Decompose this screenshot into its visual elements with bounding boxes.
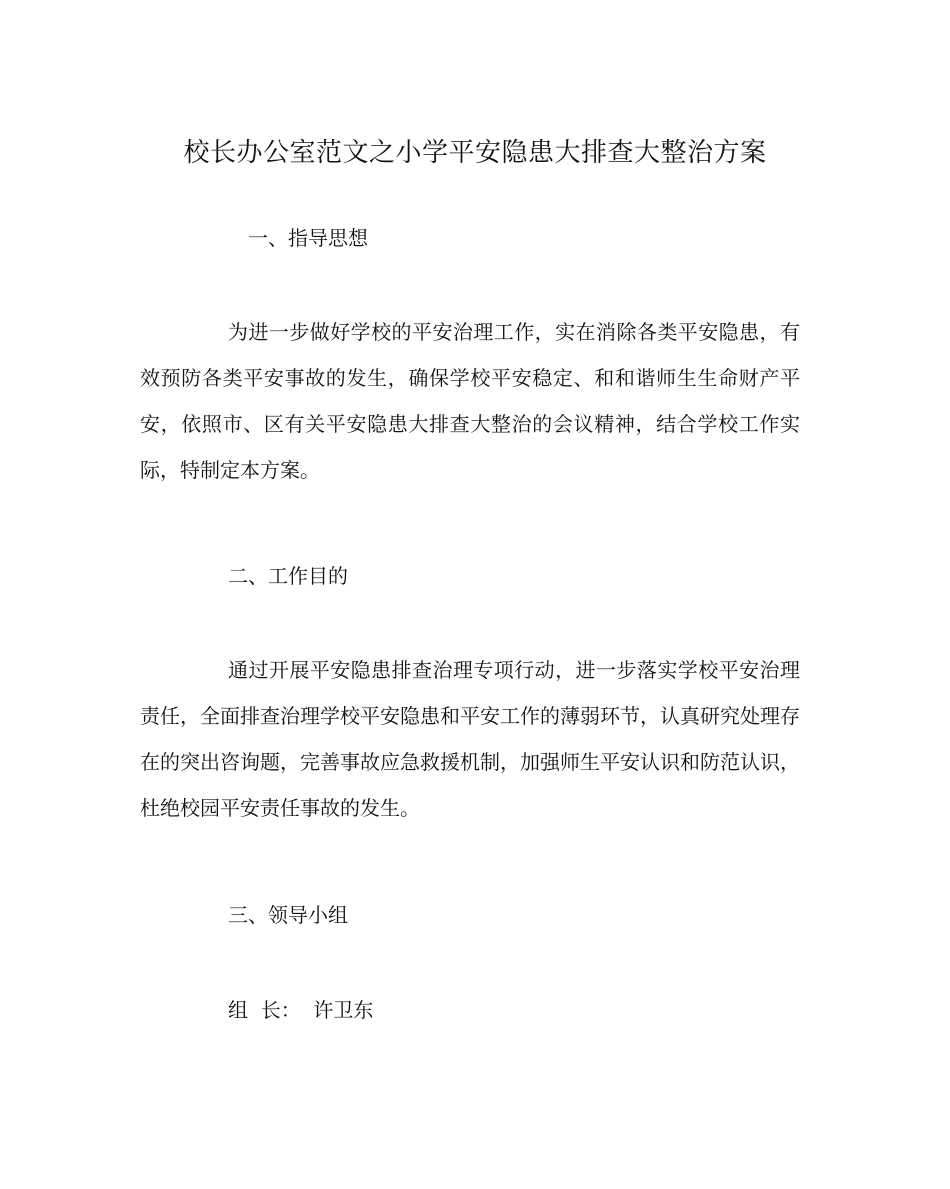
section-body-guiding-ideology: 为进一步做好学校的平安治理工作，实在消除各类平安隐患，有效预防各类平安事故的发生，确保学校平安稳定、和和谐师生生命财产平安，依照市、区有关平安隐患大排查大整治的会议精神，结合学校工作实际，特制定本方案。 bbox=[140, 320, 800, 482]
section-heading-work-purpose: 二、工作目的 bbox=[228, 564, 348, 588]
section-heading-guiding-ideology: 一、指导思想 bbox=[248, 226, 368, 250]
document-title: 校长办公室范文之小学平安隐患大排查大整治方案 bbox=[183, 138, 767, 168]
leader-line: 组 长： 许卫东 bbox=[228, 998, 374, 1022]
section-heading-leadership-group: 三、领导小组 bbox=[228, 903, 348, 927]
section-body-work-purpose: 通过开展平安隐患排查治理专项行动，进一步落实学校平安治理责任，全面排查治理学校平安隐患和平安工作的薄弱环节，认真研究处理存在的突出咨询题，完善事故应急救援机制，加强师生平安认识和防范认识，杜绝校园平安责任事故的发生。 bbox=[140, 658, 800, 820]
